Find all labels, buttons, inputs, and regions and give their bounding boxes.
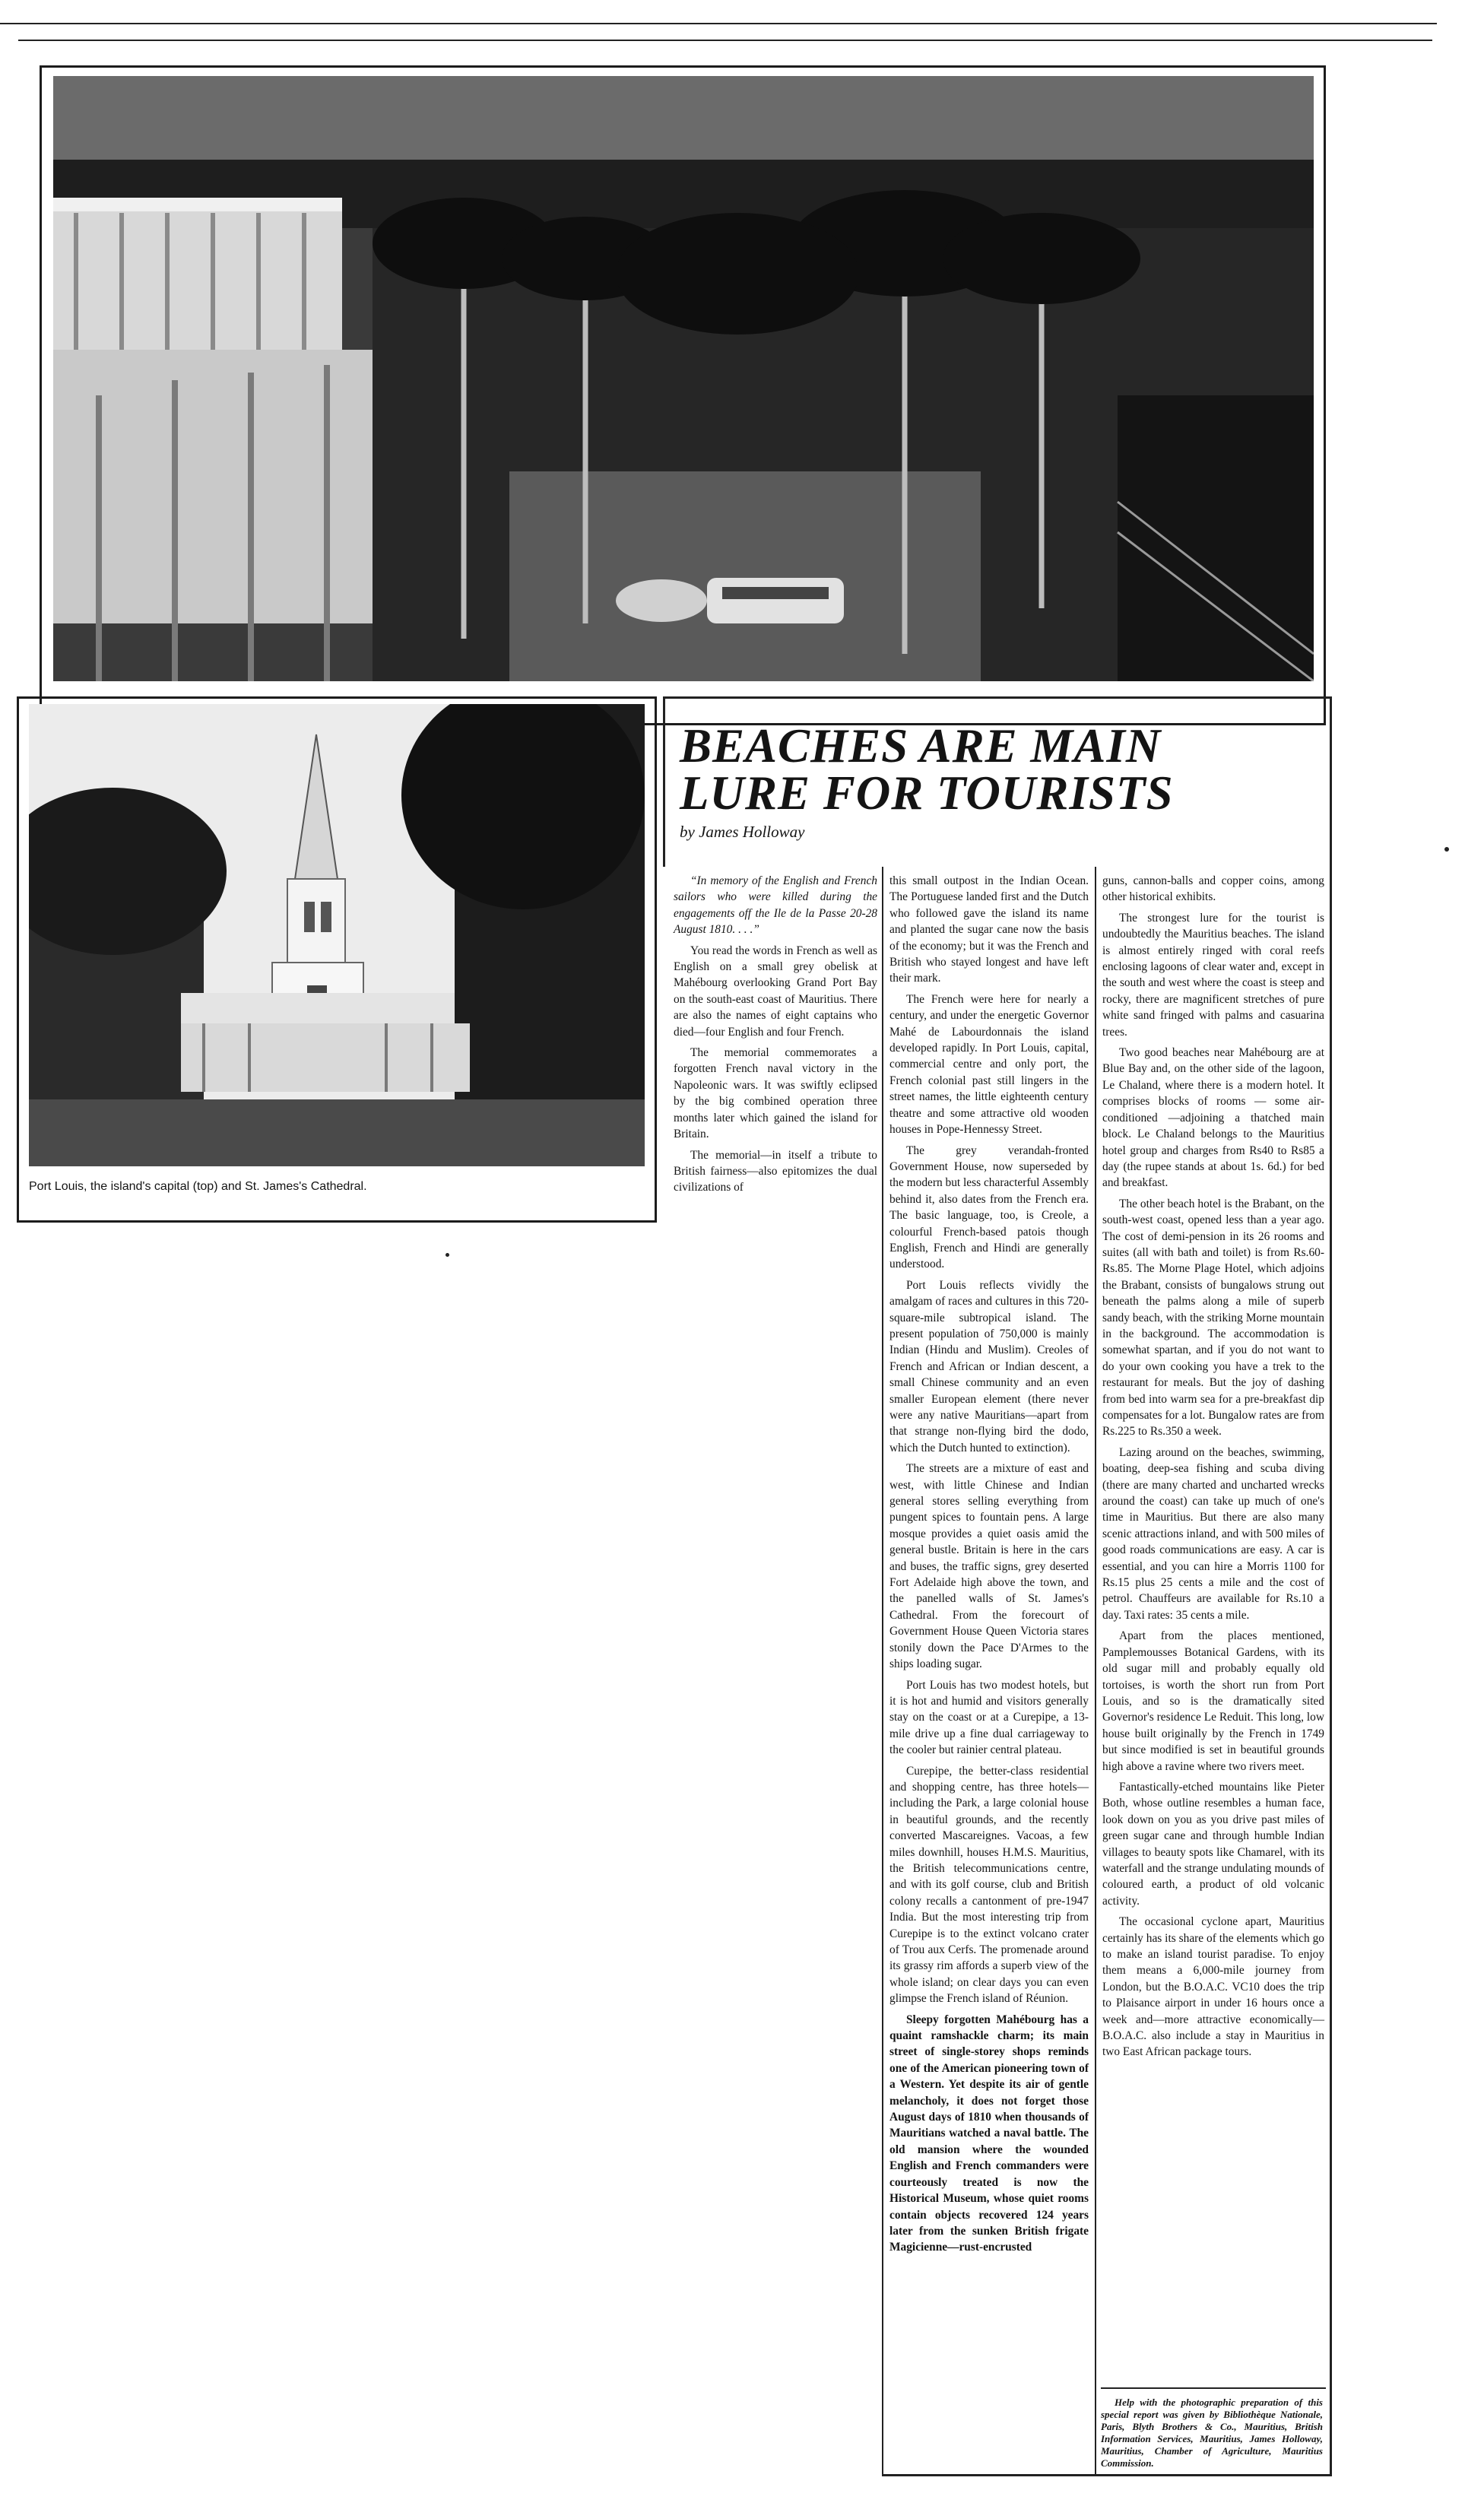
paragraph: The grey verandah-fronted Government House, now superseded by the modern but less characterful Assembly behind it, also dates from the French era. The basic language, too, is Creole, a colourful French-based patois though English, French and Hindi are generally understood. [889, 1144, 1089, 1271]
paragraph: Sleepy forgotten Mahébourg has a quaint ramshackle charm; its main street of single-storey shops reminds one of the American pioneering town of a Western. Yet despite its air of gentle melancholy, it does not forget those August days of 1810 when thousands of Mauritians watched a naval battle. The old mansion where the wounded English and French commanders were courteously treated is now the Historical Museum, whose quiet rooms contain objects recovered 124 years later from the sunken British frigate Magicienne—rust-encrusted [889, 2013, 1089, 2254]
byline: by James Holloway [680, 823, 805, 841]
paragraph: guns, cannon-balls and copper coins, among other historical exhibits. [1102, 874, 1324, 904]
article-frame-left [663, 696, 665, 867]
col-divider-2 [1095, 867, 1096, 2476]
margin-mark [1444, 847, 1449, 852]
paragraph: You read the words in French as well as English on a small grey obelisk at Mahébourg overlooking Grand Port Bay on the south-east coast of Mauritius. There are also the names of eight captains who died—four English and four French. [674, 944, 877, 1039]
paragraph: Apart from the places mentioned, Pamplemousses Botanical Gardens, with its old sugar mill and probably equally old tortoises, is worth the short run from Port Louis, and so is the dramatically sited Governor's residence Le Reduit. This long, low house built originally by the French in 1749 but since modified is set in beautiful grounds high above a ravine where two rivers meet. [1102, 1629, 1324, 1773]
credits-text: Help with the photographic preparation of this special report was given by Bibliothèque Nationale, Paris, Blyth Brothers & Co., Mauritius, British Information Services, Mauritius, James Holloway, Mauritius, Chamber of Agriculture, Mauritius Commission. [1101, 2397, 1323, 2469]
paragraph: The other beach hotel is the Brabant, on the south-west coast, opened less than a year ago. The cost of demi-pension in its 26 rooms and suites (all with bath and toilet) is from Rs.60-Rs.85. The Morne Plage Hotel, which adjoins the Brabant, consists of bungalows strung out beneath the palms along a mile of superb sandy beach, with the striking Morne mountain in the background. The accommodation is somewhat spartan, and if you do not want to do your own cooking you have a trek to the restaurant for meals. But the joy of dashing from bed into warm sea for a pre-breakfast dip compensates for a lot. Bungalow rates are from Rs.225 to Rs.350 a week. [1102, 1197, 1324, 1439]
article-headline [680, 719, 1303, 820]
credits-rule [1101, 2387, 1326, 2389]
top-rule [0, 23, 1437, 24]
article-frame-bottom [882, 2474, 1332, 2476]
paragraph: The strongest lure for the tourist is undoubtedly the Mauritius beaches. The island is almost entirely ringed with coral reefs enclosing lagoons of clear water and, except in the south and west where the coast is steep and rocky, there are magnificent stretches of pure white sand fringed with palms and casuarina trees. [1102, 911, 1324, 1039]
paragraph: Fantastically-etched mountains like Pieter Both, whose outline resembles a human face, look down on you as you drive past miles of green sugar cane and through humble Indian villages to beauty spots like Chamarel, with its waterfall and the strange undulating mounds of coloured earth, a product of old volcanic activity. [1102, 1780, 1324, 1908]
paragraph: The memorial—in itself a tribute to British fairness—also epitomizes the dual civilizations of [674, 1148, 877, 1194]
column-2 [889, 873, 1089, 2260]
column-1 [674, 873, 877, 1201]
paragraph: The occasional cyclone apart, Mauritius certainly has its share of the elements which go to make an island tourist paradise. To enjoy them means a 6,000-mile journey from London, but the B.O.A.C. VC10 does the trip to Plaisance airport in under 16 hours once a week and—more attractive economically—B.O.A.C. also include a stay in Mauritius in two East African package tours. [1102, 1915, 1324, 2059]
article-frame-right [1330, 696, 1332, 2476]
photo-credits [1101, 2397, 1323, 2470]
column-3 [1102, 873, 1324, 2065]
paragraph: Two good beaches near Mahébourg are at Blue Bay and, on the other side of the lagoon, Le Chaland, where there is a modern hotel. It comprises blocks of rooms — some air-conditioned —adjoining a thatched main block. Le Chaland belongs to the Mauritius hotel group and charges from Rs40 to Rs85 a day (the rupee stands at about 1s. 6d.) for bed and breakfast. [1102, 1046, 1324, 1190]
paragraph: Port Louis reflects vividly the amalgam of races and cultures in this 720-square-mile subtropical island. The present population of 750,000 is mainly Indian (Hindu and Muslim). Creoles of French and African or Indian descent, a small Chinese community and an even smaller European element (there never were any native Mauritians—apart from that strange non-flying bird the dodo, which the Dutch hunted to extinction). [889, 1278, 1089, 1454]
paragraph: The French were here for nearly a century, and under the energetic Governor Mahé de Labourdonnais the island developed rapidly. In Port Louis, capital, commercial centre and only port, the French colonial past still lingers in the street names, the little eighteenth century theatre and some attractive old wooden houses in Pope-Hennessy Street. [889, 992, 1089, 1137]
col-divider-1 [882, 867, 883, 2476]
headline-line-2: LURE FOR TOURISTS [680, 766, 1174, 820]
top-photo [53, 76, 1314, 681]
paragraph: “In memory of the English and French sailors who were killed during the engagements off the Ile de la Passe 20-28 August 1810. . . .” [674, 874, 877, 937]
paragraph: Lazing around on the beaches, swimming, boating, deep-sea fishing and scuba diving (there are many charted and uncharted wrecks around the coast) can take up much of one's time in Mauritius. But there are also many scenic attractions inland, and with 500 miles of good roads communications are easy. A car is essential, and you can hire a Morris 1100 for Rs.15 plus 25 cents a mile and the cost of petrol. Chauffeurs are available for Rs.10 a day. Taxi rates: 35 cents a mile. [1102, 1445, 1324, 1622]
headline-line-1: BEACHES ARE MAIN [680, 719, 1162, 772]
article-frame-top [663, 696, 1332, 699]
paragraph: The memorial commemorates a forgotten French naval victory in the Napoleonic wars. It was swiftly eclipsed by the big combined operation three months later which gained the island for Britain. [674, 1046, 877, 1141]
paragraph: this small outpost in the Indian Ocean. The Portuguese landed first and the Dutch who followed gave the island its name and planted the sugar cane now the basis of the economy; but it was the French and British who stayed longest and have left their mark. [889, 874, 1089, 985]
photo-caption: Port Louis, the island's capital (top) and St. James's Cathedral. [29, 1180, 367, 1193]
paragraph: The streets are a mixture of east and west, with little Chinese and Indian general stores selling everything from pungent spices to fountain pens. A large mosque provides a quiet oasis amid the general bustle. Britain is here in the cars and buses, the traffic signs, grey deserted Fort Adelaide high above the town, and the panelled walls of St. James's Cathedral. From the forecourt of Government House Queen Victoria stares stonily down the Pace D'Armes to the ships loading sugar. [889, 1462, 1089, 1671]
top-rule-thin [18, 40, 1432, 41]
cathedral-photo [29, 704, 645, 1166]
paragraph: Port Louis has two modest hotels, but it is hot and humid and visitors generally stay on the coast or at a Curepipe, a 13-mile drive up a fine dual carriageway to the cooler but rainier central plateau. [889, 1678, 1089, 1757]
margin-mark [446, 1253, 449, 1257]
paragraph: Curepipe, the better-class residential and shopping centre, has three hotels—including the Park, a large colonial house in beautiful grounds, and the recently converted Mascareignes. Vacoas, a few miles downhill, houses H.M.S. Mauritius, the British telecommunications centre, and with its golf course, club and British colony recalls a cantonment of pre-1947 India. But the most interesting trip from Curepipe is to the extinct volcano crater of Trou aux Cerfs. The promenade around its grassy rim affords a superb view of the whole island; on clear days you can even glimpse the French island of Réunion. [889, 1764, 1089, 2006]
